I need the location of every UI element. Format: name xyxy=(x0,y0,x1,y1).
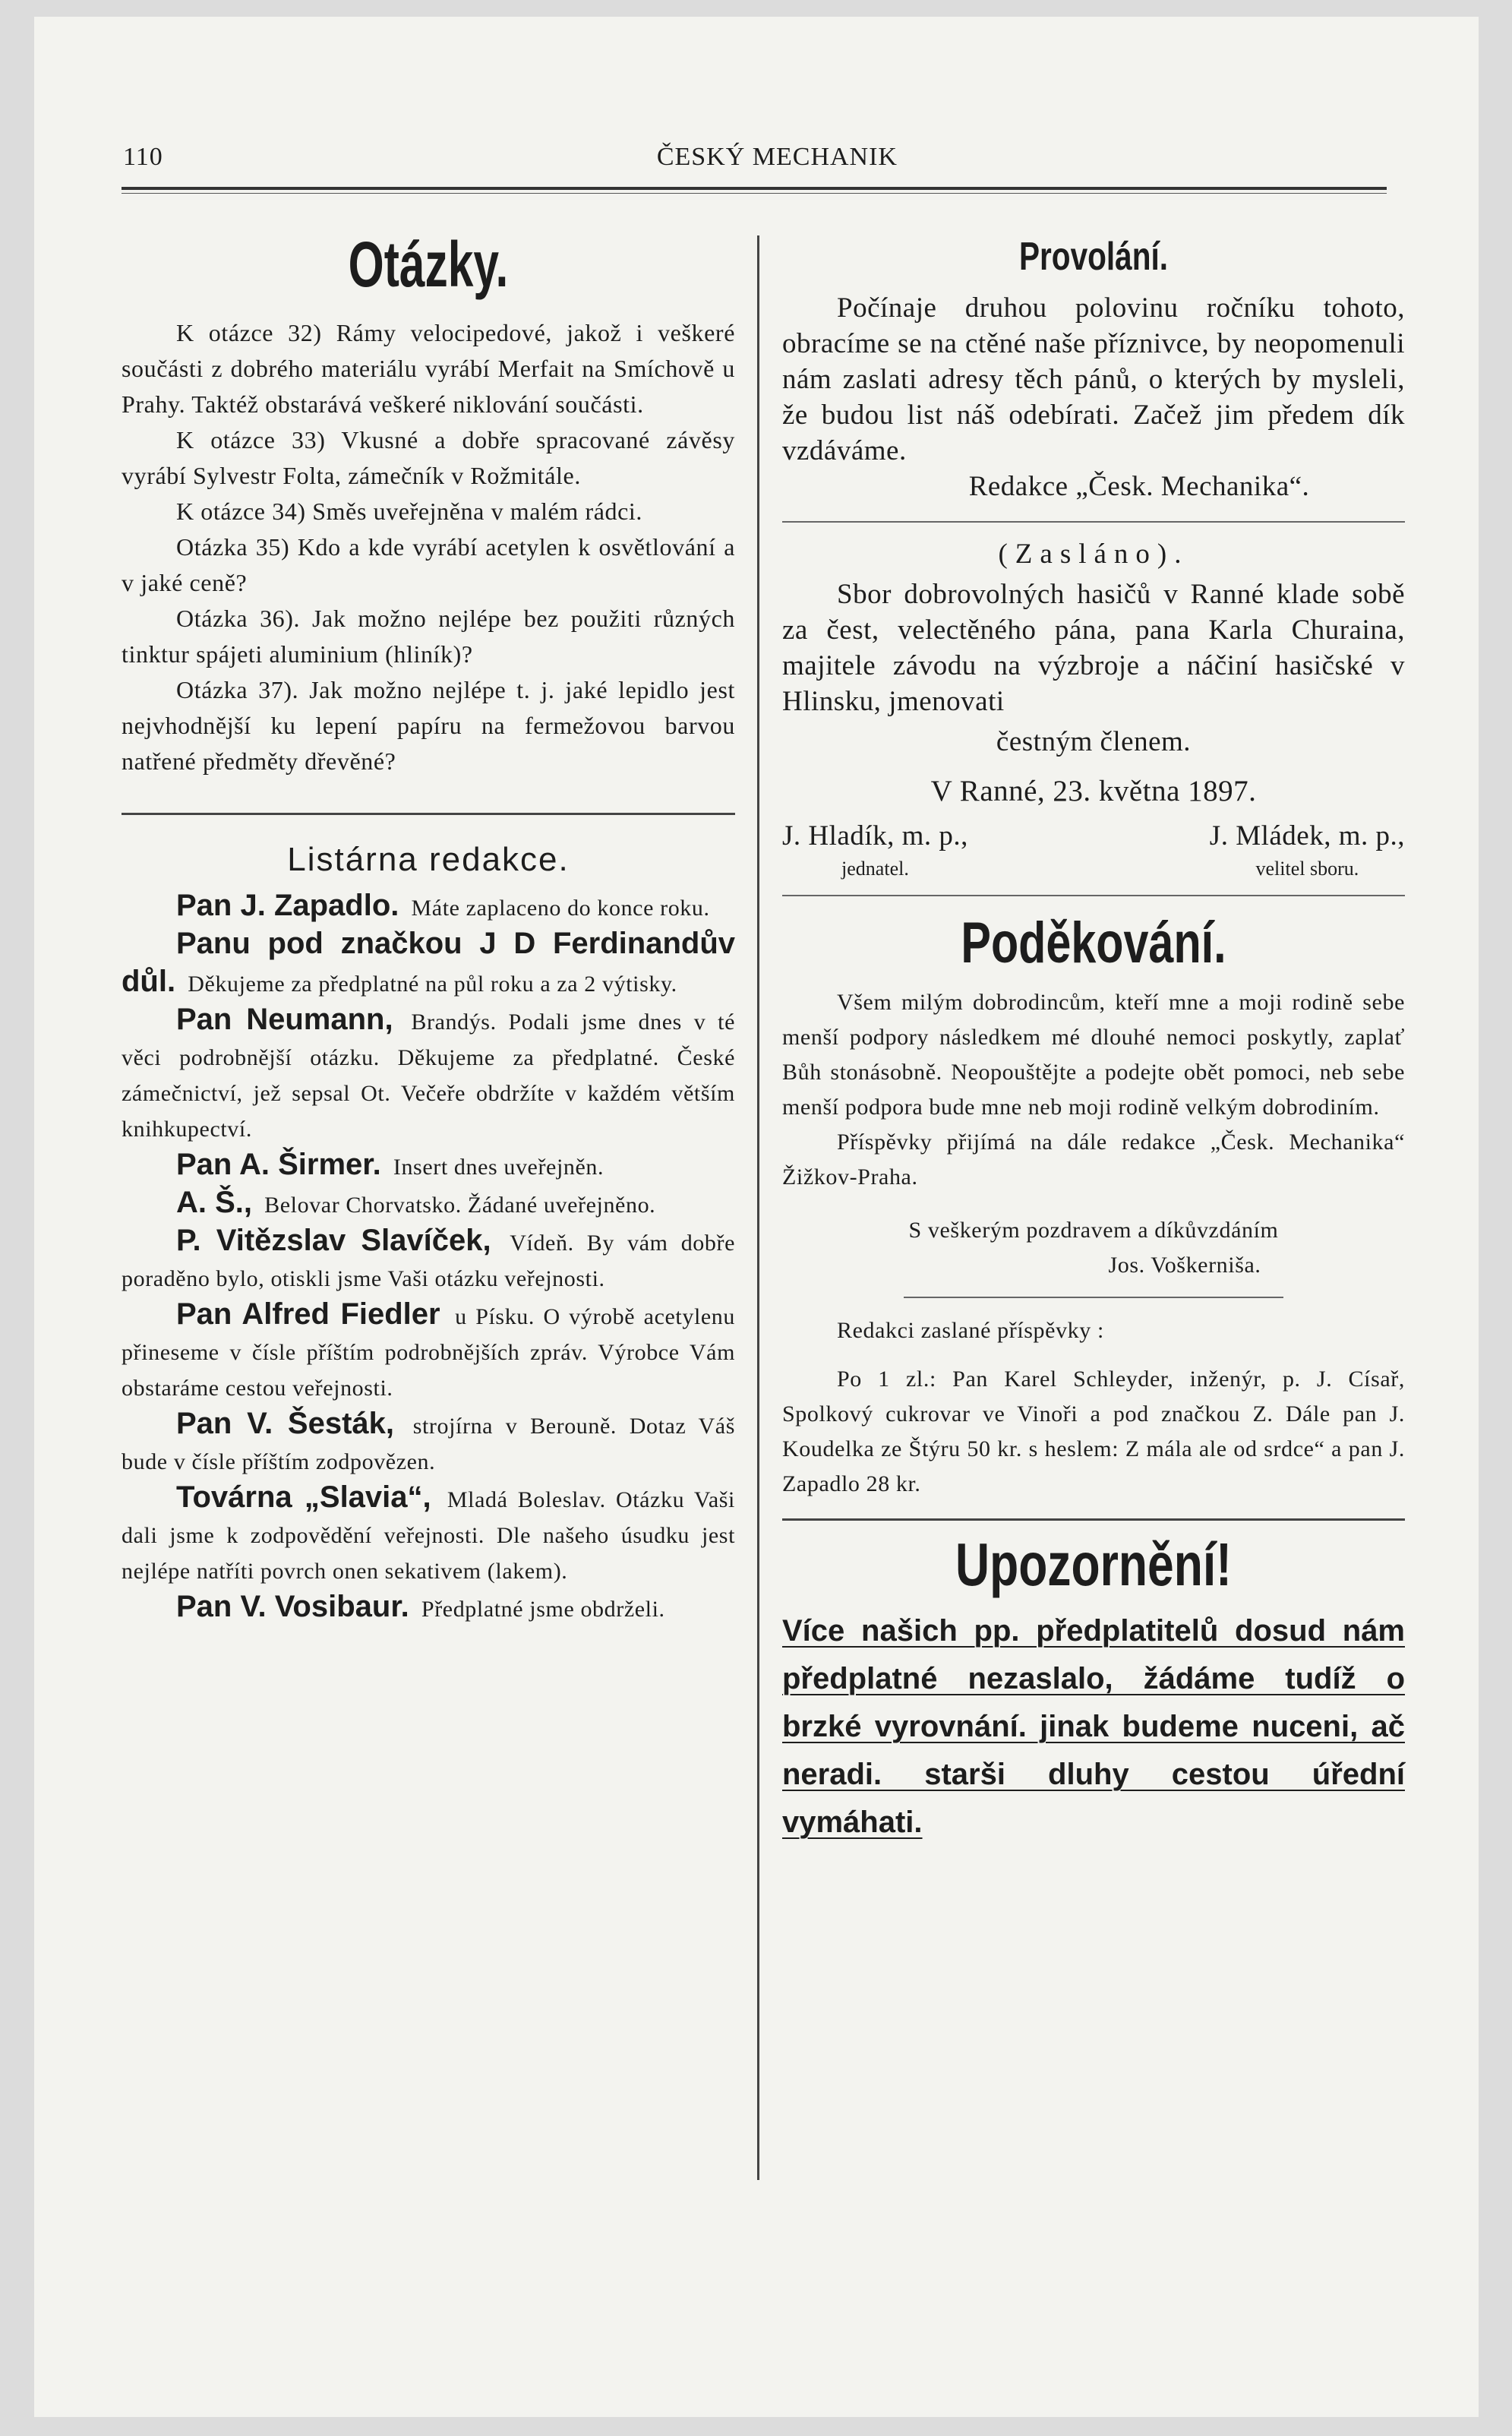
listarna-heading: Listárna redakce. xyxy=(287,841,570,878)
question-item: K otázce 32) Rámy velocipedové, jakož i veškeré součásti z dobrého materiálu vyrábí Merfait na Smíchově u Prahy. Taktéž obstarává veškeré niklování součásti. xyxy=(122,319,735,418)
entry-name: Panu pod značkou J D Ferdinandův důl. xyxy=(122,927,735,998)
question-item: K otázce 33) Vkusné a dobře spracované závěsy vyrábí Sylvestr Folta, zámečník v Rožmitále. xyxy=(122,426,735,489)
question-item: Otázka 37). Jak možno nejlépe t. j. jaké lepidlo jest nejvhodnější ku lepení papíru na fermežovou barvou natřené předměty dřevěné? xyxy=(122,676,735,775)
listarna-entry xyxy=(122,1223,735,1297)
entry-place: u Písku. xyxy=(455,1304,535,1329)
header-rule xyxy=(122,187,1387,190)
signature-block xyxy=(1210,818,1405,884)
listarna-entry xyxy=(122,888,735,926)
questions-list xyxy=(122,315,735,779)
entry-name: Pan A. Širmer. xyxy=(176,1148,381,1181)
entry-name: Pan V. Vosibaur. xyxy=(176,1590,409,1623)
entry-text: O výrobě acetylenu přineseme v čísle příštím podrobnějších zpráv. Výrobce Vám obstaráme cestou veřejnosti. xyxy=(122,1304,735,1401)
upozorneni-heading: Upozornění! xyxy=(955,1531,1232,1598)
entry-place: strojírna v Berouně. xyxy=(412,1414,617,1439)
entry-place: Vídeň. xyxy=(510,1231,574,1256)
provolani-signature: Redakce „Česk. Mechanika“. xyxy=(968,471,1310,502)
entry-name: Pan V. Šesták, xyxy=(176,1407,395,1440)
journal-title: ČESKÝ MECHANIK xyxy=(656,143,898,171)
zaslano-text: Sbor dobrovolných hasičů v Ranné klade sobě za čest, velectěného pána, pana Karla Churaina, majitele závodu na výzbroje a náčiní hasičské v Hlinsku, jmenovati xyxy=(782,579,1405,717)
listarna-entry xyxy=(122,1002,735,1147)
left-column xyxy=(122,228,735,1627)
question-item: K otázce 34) Směs uveřejněna v malém rádci. xyxy=(176,498,643,525)
question-item: Otázka 35) Kdo a kde vyrábí acetylen k osvětlování a v jaké ceně? xyxy=(122,533,735,596)
entry-text: Otázku Vaši dali jsme k zodpovědění veřejnosti. Dle našeho úsudku jest nejlépe natříti povrch onen sekativem (lakem). xyxy=(122,1487,735,1584)
section-divider xyxy=(782,1518,1405,1521)
page-number: 110 xyxy=(123,143,163,171)
entry-name: Pan Neumann, xyxy=(176,1003,393,1036)
entry-name: Továrna „Slavia“, xyxy=(176,1480,431,1514)
listarna-entry xyxy=(122,1406,735,1480)
entry-text: Děkujeme za předplatné na půl roku a za 2 výtisky. xyxy=(188,972,677,997)
entry-text: Předplatné jsme obdrželi. xyxy=(421,1597,665,1622)
entry-name: A. Š., xyxy=(176,1186,253,1219)
signature-name: J. Mládek, m. p., xyxy=(1209,820,1405,851)
entry-name: Pan J. Zapadlo. xyxy=(176,889,399,922)
entry-text: Máte zaplaceno do konce roku. xyxy=(411,896,710,921)
signature-block xyxy=(782,818,968,884)
section-divider xyxy=(782,895,1405,896)
podekovani-signature: Jos. Voškerniša. xyxy=(1108,1253,1261,1278)
zaslano-heading: (Zasláno). xyxy=(998,539,1189,570)
entry-text: Belovar Chorvatsko. Žádané uveřejněno. xyxy=(264,1193,656,1218)
listarna-entry xyxy=(122,1589,735,1627)
podekovani-text: Všem milým dobrodincům, kteří mne a moji rodině sebe menší podpory následkem mé dlouhé nemoci poskytly, zaplať Bůh stonásobně. Neopouštějte a podejte obět pomoci, neb sebe menší podpora bude mne neb moji rodině velkým dobrodiním. xyxy=(782,990,1405,1120)
otazky-heading: Otázky. xyxy=(348,229,509,300)
entry-name: Pan Alfred Fiedler xyxy=(176,1297,440,1331)
signature-role: velitel sboru. xyxy=(1255,858,1359,880)
entry-text: Dotaz Váš bude v čísle příštím zodpovězen. xyxy=(122,1414,735,1474)
entry-place: Brandýs. xyxy=(411,1009,497,1035)
podekovani-heading: Poděkování. xyxy=(961,911,1226,975)
entry-name: P. Vitězslav Slavíček, xyxy=(176,1224,491,1257)
listarna-entry xyxy=(122,1147,735,1185)
podekovani-contributions: Příspěvky přijímá na dále redakce „Česk. Mechanika“ Žižkov-Praha. xyxy=(782,1130,1405,1190)
provolani-text: Počínaje druhou polovinu ročníku tohoto, obracíme se na ctěné naše příznivce, by neopomenuli nám zaslati adresy těch pánů, o kterých by mysleli, že budou list náš odebírati. Začež jim předem dík vzdáváme. xyxy=(782,292,1405,466)
short-divider xyxy=(904,1297,1283,1298)
listarna-entry xyxy=(122,926,735,1002)
section-divider xyxy=(782,521,1405,523)
upozorneni-text: Více našich pp. předplatitelů dosud nám předplatné nezaslalo, žádáme tudíž o brzké vyrovnání. jinak budeme nuceni, ač neradi. starši dluhy cestou úřední vymáhati. xyxy=(782,1614,1405,1839)
zaslano-signatures xyxy=(782,818,1405,884)
listarna-entry xyxy=(122,1480,735,1589)
entry-text: Podali jsme dnes v té věci podrobnější otázku. Děkujeme za předplatné. České zámečnictví, jež sepsal Ot. Večeře obdržíte v každém větším knihkupectví. xyxy=(122,1009,735,1142)
section-divider xyxy=(122,813,735,815)
listarna-entry xyxy=(122,1185,735,1223)
prispevky-text: Po 1 zl.: Pan Karel Schleyder, inženýr, p. J. Císař, Spolkový cukrovar ve Vinoři a pod značkou Z. Dále pan J. Koudelka ze Štýru 50 kr. s heslem: Z mála ale od srdce“ a pan J. Zapadlo 28 kr. xyxy=(782,1366,1405,1496)
column-divider xyxy=(757,235,759,2180)
question-item: Otázka 36). Jak možno nejlépe bez použiti různých tinktur spájeti aluminium (hliník)? xyxy=(122,605,735,668)
podekovani-greeting: S veškerým pozdravem a díkůvzdáním xyxy=(908,1218,1279,1243)
entry-text: Insert dnes uveřejněn. xyxy=(393,1155,604,1180)
right-column xyxy=(782,228,1405,1847)
zaslano-date: V Ranné, 23. května 1897. xyxy=(930,775,1257,807)
listarna-entries xyxy=(122,888,735,1627)
entry-text: By vám dobře poraděno bylo, otiskli jsme Vaši otázku veřejnosti. xyxy=(122,1231,736,1291)
entry-place: Mladá Boleslav. xyxy=(447,1487,606,1512)
signature-name: J. Hladík, m. p., xyxy=(782,820,968,851)
listarna-entry xyxy=(122,1297,735,1406)
zaslano-honor: čestným členem. xyxy=(996,726,1192,757)
header-rule-thin xyxy=(122,193,1387,194)
prispevky-heading: Redakci zaslané příspěvky : xyxy=(837,1318,1104,1343)
provolani-heading: Provolání. xyxy=(1018,235,1169,279)
signature-role: jednatel. xyxy=(841,858,909,880)
